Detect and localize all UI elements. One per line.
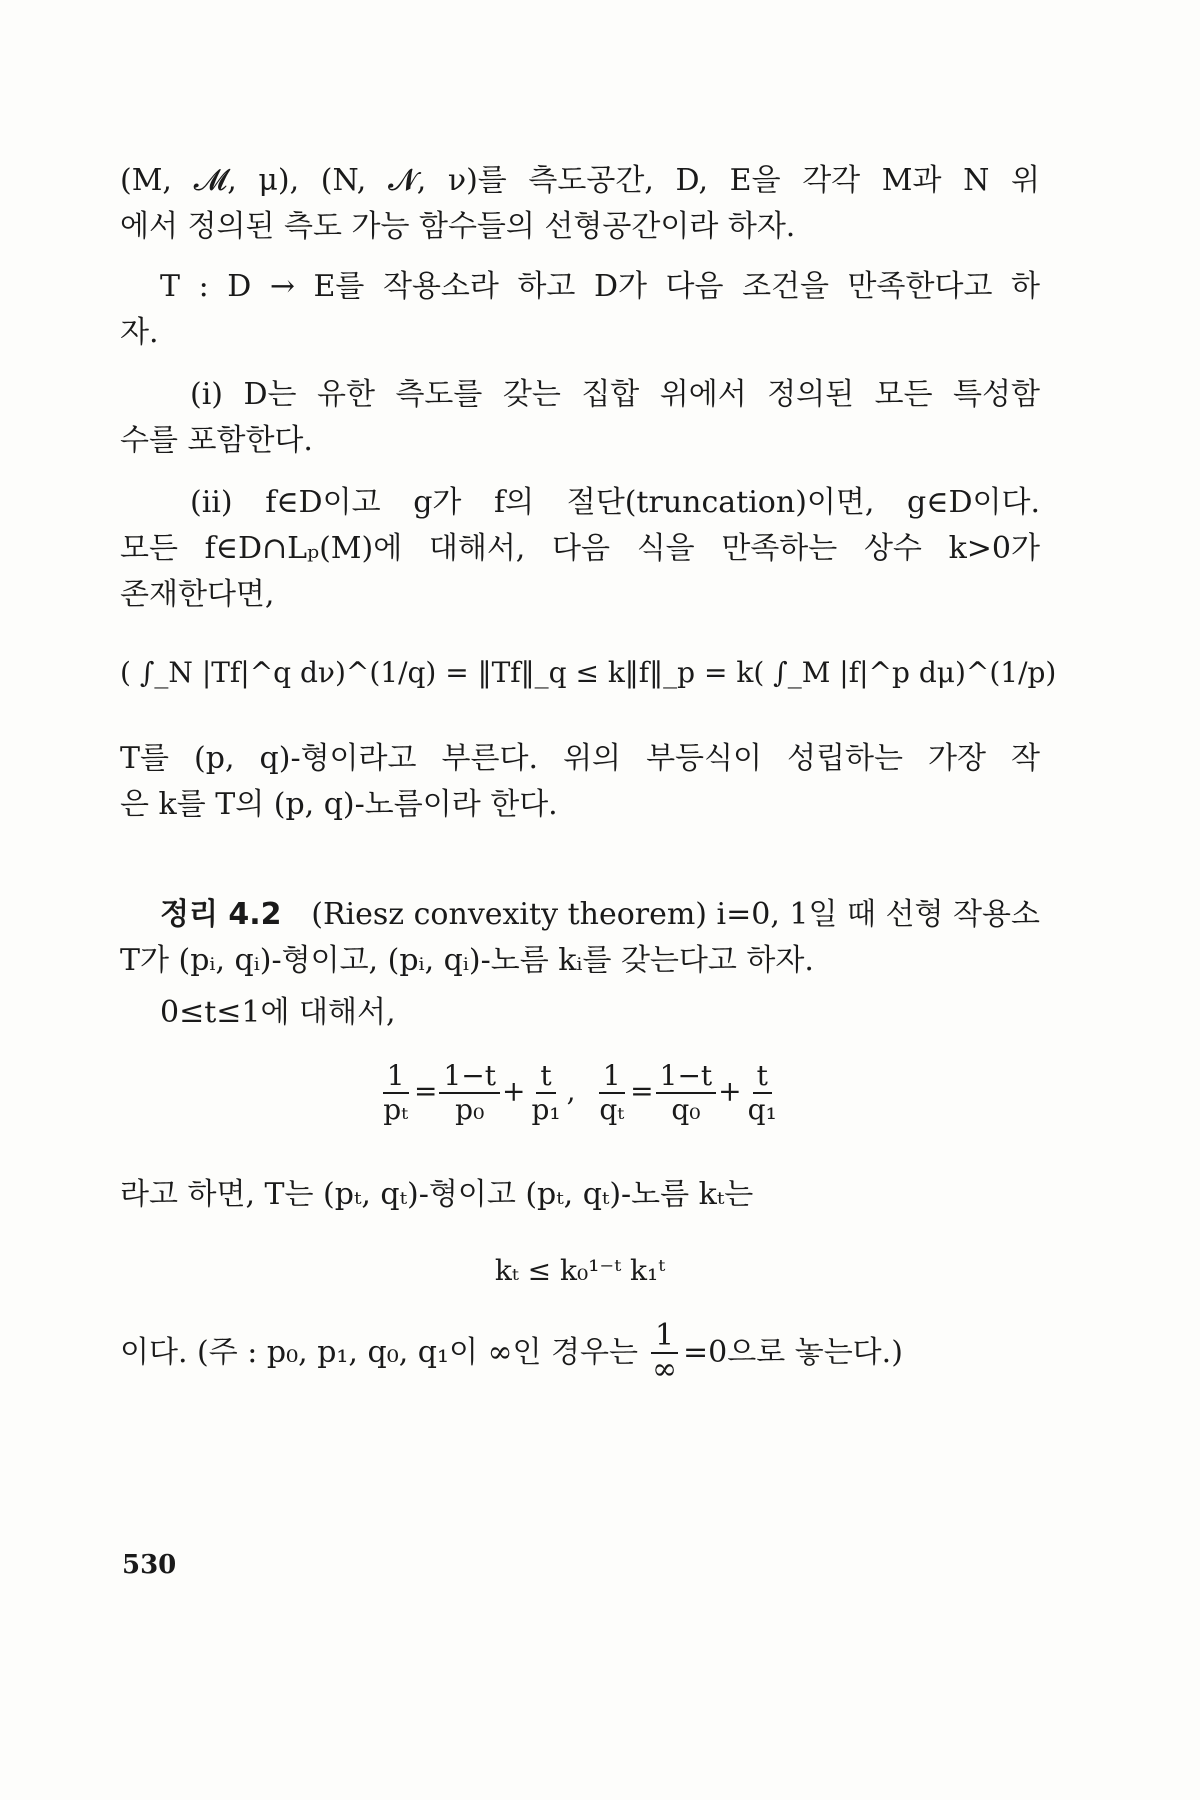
fraction: $\frac{1-t}{\text{p₀}}$ — [439, 1060, 500, 1126]
condition-ii-line: (ii) f∈D이고 g가 f의 절단(truncation)이면, g∈D이다. — [190, 485, 1040, 520]
page-number: 530 — [122, 1550, 177, 1580]
norm-inequality-equation: ( ∫_N |Tf|^q dν)^(1/q) = ‖Tf‖_q ≤ k‖f‖_p = k( ∫_M |f|^p dμ)^(1/p) — [120, 656, 1057, 689]
theorem-title: (Riesz convexity theorem) i=0, 1일 때 선형 작용소 — [311, 897, 1040, 932]
one-over-infinity-fraction: $\frac{1}{\infty}$ — [652, 1318, 677, 1387]
condition-i-line: (i) D는 유한 측도를 갖는 집합 위에서 정의된 모든 특성함 — [190, 377, 1040, 412]
condition-ii-line: 존재한다면, — [120, 577, 275, 612]
fraction: $\frac{t}{\text{p₁}}$ — [531, 1059, 561, 1126]
condition-ii-line: 모든 f∈D∩Lₚ(M)에 대해서, 다음 식을 만족하는 상수 k>0가 — [120, 531, 1040, 566]
paragraph-line: 은 k를 T의 (p, q)-노름이라 한다. — [120, 787, 558, 822]
note-text: =0으로 놓는다.) — [683, 1335, 903, 1370]
fraction: $\frac{t}{\text{q₁}}$ — [747, 1059, 777, 1126]
condition-i-line: 수를 포함한다. — [120, 423, 313, 458]
theorem-label: 정리 4.2 — [160, 897, 282, 932]
paragraph-line: (M, 𝓜, μ), (N, 𝓝, ν)를 측도공간, D, E을 각각 M과 N 위 — [120, 163, 1040, 198]
fraction: $\frac{1}{\text{pₜ}}$ — [383, 1059, 409, 1126]
theorem-heading-line — [160, 896, 1040, 934]
paragraph-line: 자. — [120, 315, 159, 350]
paragraph-line: 에서 정의된 측도 가능 함수들의 선형공간이라 하자. — [120, 209, 796, 244]
theorem-note-line — [120, 1320, 1040, 1386]
theorem-line: 라고 하면, T는 (pₜ, qₜ)-형이고 (pₜ, qₜ)-노름 kₜ는 — [120, 1177, 754, 1212]
note-text: 이다. (주 : p₀, p₁, q₀, q₁이 ∞인 경우는 — [120, 1335, 638, 1370]
norm-bound-equation: kₜ ≤ k₀¹⁻ᵗ k₁ᵗ — [494, 1254, 666, 1287]
paragraph-line: T : D → E를 작용소라 하고 D가 다음 조건을 만족한다고 하 — [160, 269, 1040, 304]
paragraph-line: T를 (p, q)-형이라고 부른다. 위의 부등식이 성립하는 가장 작 — [120, 741, 1040, 776]
fraction: $\frac{1-t}{\text{q₀}}$ — [656, 1060, 717, 1126]
theorem-line: 0≤t≤1에 대해서, — [160, 995, 396, 1030]
interpolation-equation: $\frac{1}{\text{pₜ}}$ = $\frac{1-t}{\text{p₀}}$ + $\frac{t}{\text{p₁}}$ , $\frac{1}{\text{qₜ}}$ = $\frac{1-t}{\text{q₀}}$ + $\frac{t}{\text{q₁}}$ — [120, 1060, 1040, 1126]
fraction: $\frac{1}{\text{qₜ}}$ — [599, 1059, 625, 1126]
theorem-line: T가 (pᵢ, qᵢ)-형이고, (pᵢ, qᵢ)-노름 kᵢ를 갖는다고 하자. — [120, 943, 814, 978]
